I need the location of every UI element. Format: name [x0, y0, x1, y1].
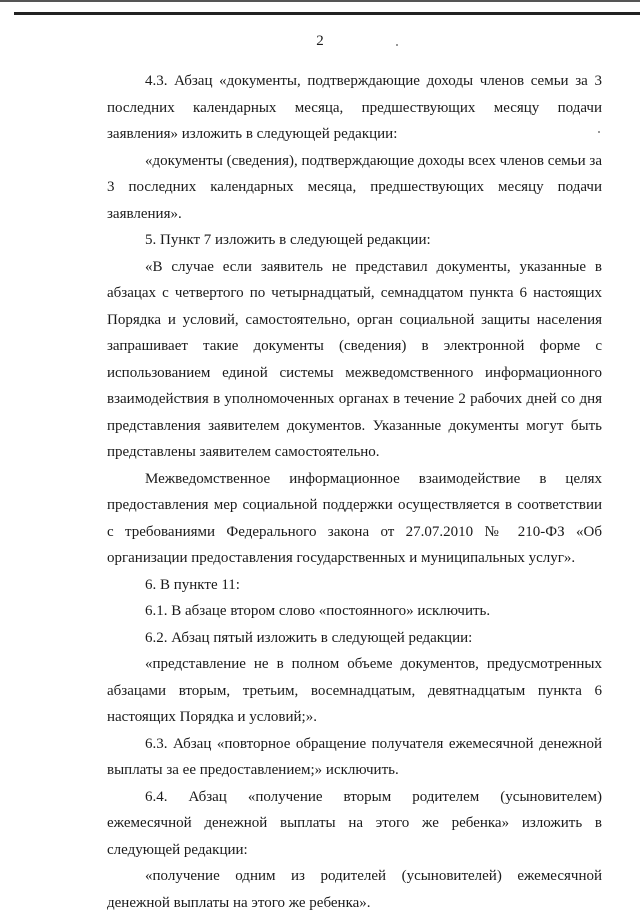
paragraph-5: 5. Пункт 7 изложить в следующей редакции:	[145, 232, 431, 248]
scan-speck	[598, 131, 600, 133]
paragraph-6-1: 6.1. В абзаце втором слово «постоянного» исключить.	[145, 603, 491, 619]
scan-edge-line	[14, 12, 640, 15]
paragraph-5-new-wording: «В случае если заявитель не представил документы, указанные в абзацах с четвертого по четырнадцатый, семнадцатом пункта 6 настоящих Порядка и условий, самостоятельно, орган социальной защиты населения запрашивает такие документы (сведения) в электронной форме с использованием единой системы межведомственного информационного взаимодействия в уполномоченных органах в течение 2 рабочих дней со дня представления заявителем документов. Указанные документы могут быть представлены заявителем самостоятельно.	[107, 258, 602, 460]
paragraph-interagency: Межведомственное информационное взаимодействие в целях предоставления мер социальной поддержки осуществляется в соответствии с требованиями Федерального закона от 27.07.2010 № 210-ФЗ «Об организации предоставления государственных и муниципальных услуг».	[107, 470, 602, 566]
scan-border-line	[0, 0, 640, 2]
paragraph-6-2-new-wording: «представление не в полном объеме документов, предусмотренных абзацами вторым, третьим, восемнадцатым, девятнадцатым пункта 6 настоящих Порядка и условий;».	[107, 656, 602, 725]
scan-speck	[396, 44, 398, 46]
paragraph-6-2: 6.2. Абзац пятый изложить в следующей редакции:	[145, 629, 473, 646]
paragraph-6: 6. В пункте 11:	[145, 576, 240, 593]
paragraph-4-3: 4.3. Абзац «документы, подтверждающие доходы членов семьи за 3 последних календарных месяца, предшествующих месяцу подачи заявления» изложить в следующей редакции:	[107, 73, 602, 142]
document-body	[107, 68, 602, 916]
paragraph-6-4-new-wording: «получение одним из родителей (усыновителей) ежемесячной денежной выплаты на этого же ребенка».	[107, 868, 602, 911]
page-number: 2	[316, 33, 324, 49]
paragraph-6-4: 6.4. Абзац «получение вторым родителем (усыновителем) ежемесячной денежной выплаты на этого же ребенка» изложить в следующей редакции:	[107, 788, 602, 858]
paragraph-6-3: 6.3. Абзац «повторное обращение получателя ежемесячной денежной выплаты за ее предоставлением;» исключить.	[107, 735, 602, 778]
paragraph-4-3-new-wording: «документы (сведения), подтверждающие доходы всех членов семьи за 3 последних календарных месяца, предшествующих месяцу подачи заявления».	[107, 152, 602, 222]
